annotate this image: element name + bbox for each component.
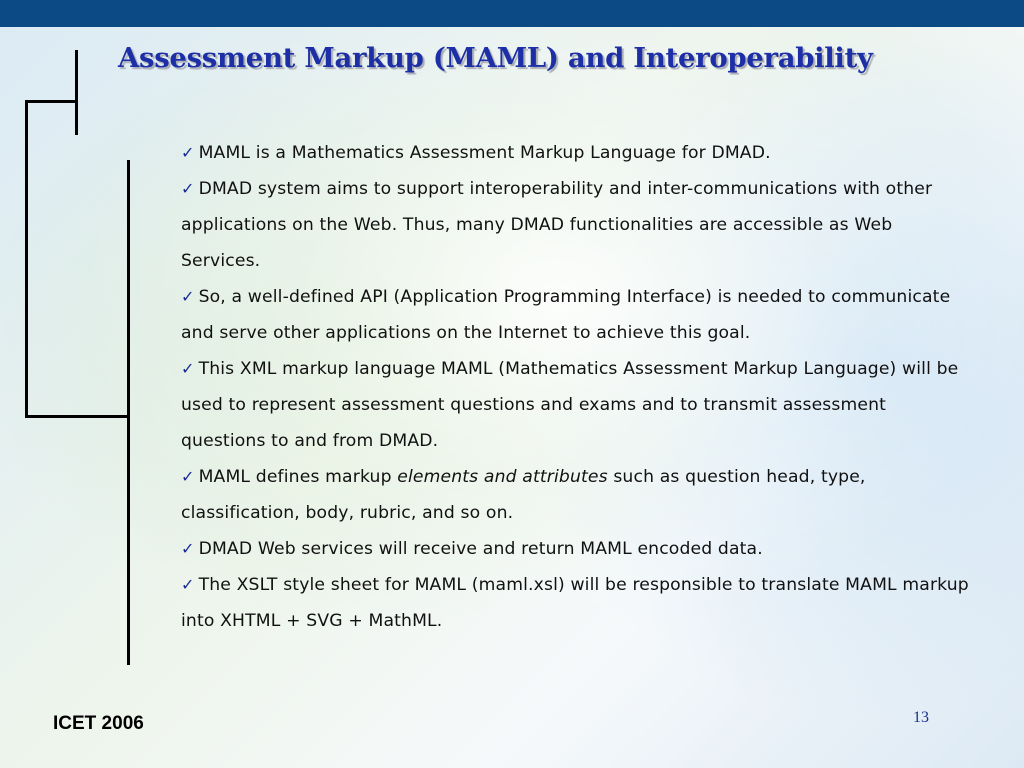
decor-line-right-vertical [127,160,130,665]
check-icon: ✓ [181,287,195,306]
bullet-item: ✓ DMAD system aims to support interoperability and inter-communications with other applications on the Web. Thus, many DMAD functionalities are accessible as Web Services. [181,179,933,271]
page-number: 13 [913,709,929,726]
check-icon: ✓ [181,467,195,486]
decor-line-top-horizontal [26,100,78,103]
bullet-item: ✓ The XSLT style sheet for MAML (maml.xsl) will be responsible to translate MAML markup into XHTML + SVG + MathML. [181,575,969,631]
decor-line-top-vertical [75,50,78,135]
italic-emphasis: elements and attributes [397,467,608,487]
check-icon: ✓ [181,359,195,378]
conference-label: ICET 2006 [53,713,144,734]
check-icon: ✓ [181,179,195,198]
check-icon: ✓ [181,539,195,558]
bullet-list [181,135,971,639]
check-icon: ✓ [181,143,195,162]
slide-title: Assessment Markup (MAML) and Interoperability [118,42,873,74]
bullet-item: ✓ So, a well-defined API (Application Programming Interface) is needed to communicate and serve other applications on the Internet to achieve this goal. [181,287,951,343]
bullet-item: ✓ This XML markup language MAML (Mathematics Assessment Markup Language) will be used to represent assessment questions and exams and to transmit assessment questions to and from DMAD. [181,359,959,451]
bullet-item: ✓ MAML defines markup elements and attributes such as question head, type, classification, body, rubric, and so on. [181,467,866,523]
top-banner [0,0,1024,27]
bullet-item: ✓ DMAD Web services will receive and return MAML encoded data. [181,539,763,559]
decor-line-left-vertical [25,100,28,418]
check-icon: ✓ [181,575,195,594]
decor-line-bottom-horizontal [25,415,130,418]
bullet-item: ✓ MAML is a Mathematics Assessment Markup Language for DMAD. [181,143,771,163]
